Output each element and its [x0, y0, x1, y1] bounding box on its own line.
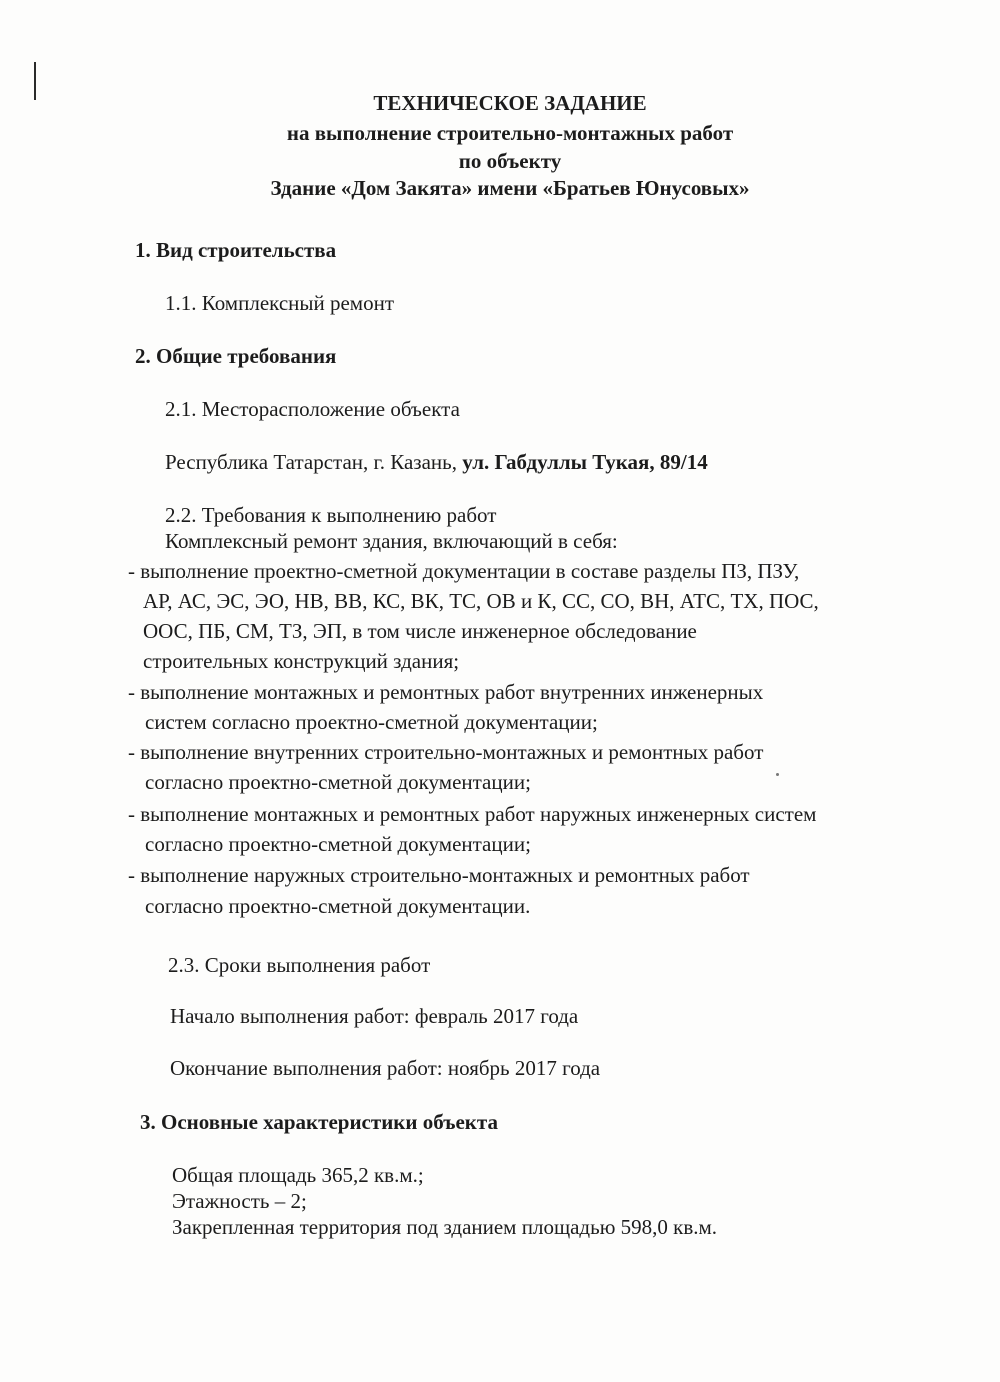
- doc-subtitle-1: на выполнение строительно-монтажных работ: [286, 121, 734, 145]
- list-item-cont: согласно проектно-сметной документации.: [145, 894, 531, 918]
- section-3-heading: 3. Основные характеристики объекта: [140, 1110, 498, 1134]
- list-item: - выполнение проектно-сметной документации в составе разделы ПЗ, ПЗУ,: [128, 559, 800, 583]
- doc-subtitle-2: по объекту: [458, 149, 562, 173]
- territory-area: Закрепленная территория под зданием площадью 598,0 кв.м.: [172, 1215, 718, 1239]
- address-city: Республика Татарстан, г. Казань,: [165, 450, 463, 474]
- item-2-3: 2.3. Сроки выполнения работ: [168, 953, 431, 977]
- list-item-cont: строительных конструкций здания;: [143, 649, 460, 673]
- section-1-heading: 1. Вид строительства: [135, 238, 337, 262]
- section-2-heading: 2. Общие требования: [135, 344, 337, 368]
- address-street: ул. Габдуллы Тукая, 89/14: [462, 450, 708, 474]
- work-start: Начало выполнения работ: февраль 2017 года: [170, 1004, 579, 1028]
- list-item-cont: согласно проектно-сметной документации;: [145, 770, 531, 794]
- list-item-cont: систем согласно проектно-сметной документации;: [145, 710, 598, 734]
- list-item: - выполнение внутренних строительно-монтажных и ремонтных работ: [128, 740, 764, 764]
- address-line: [165, 449, 708, 475]
- item-2-1: 2.1. Месторасположение объекта: [165, 397, 460, 421]
- doc-title: ТЕХНИЧЕСКОЕ ЗАДАНИЕ: [373, 91, 647, 115]
- list-item: - выполнение монтажных и ремонтных работ внутренних инженерных: [128, 680, 764, 704]
- list-item-cont: согласно проектно-сметной документации;: [145, 832, 531, 856]
- doc-subtitle-object: Здание «Дом Закята» имени «Братьев Юнусовых»: [270, 176, 750, 200]
- list-item-cont: ООС, ПБ, СМ, ТЗ, ЭП, в том числе инженерное обследование: [143, 619, 697, 643]
- list-item-cont: АР, АС, ЭС, ЭО, НВ, ВВ, КС, ВК, ТС, ОВ и К, СС, СО, ВН, АТС, ТХ, ПОС,: [143, 589, 819, 613]
- item-2-2: 2.2. Требования к выполнению работ: [165, 503, 497, 527]
- scan-speck: [776, 773, 779, 776]
- item-1-1: 1.1. Комплексный ремонт: [165, 291, 395, 315]
- work-end: Окончание выполнения работ: ноябрь 2017 года: [170, 1056, 601, 1080]
- floor-count: Этажность – 2;: [172, 1189, 307, 1213]
- total-area: Общая площадь 365,2 кв.м.;: [172, 1163, 424, 1187]
- requirements-intro: Комплексный ремонт здания, включающий в себя:: [165, 529, 618, 553]
- list-item: - выполнение наружных строительно-монтажных и ремонтных работ: [128, 863, 750, 887]
- list-item: - выполнение монтажных и ремонтных работ наружных инженерных систем: [128, 802, 817, 826]
